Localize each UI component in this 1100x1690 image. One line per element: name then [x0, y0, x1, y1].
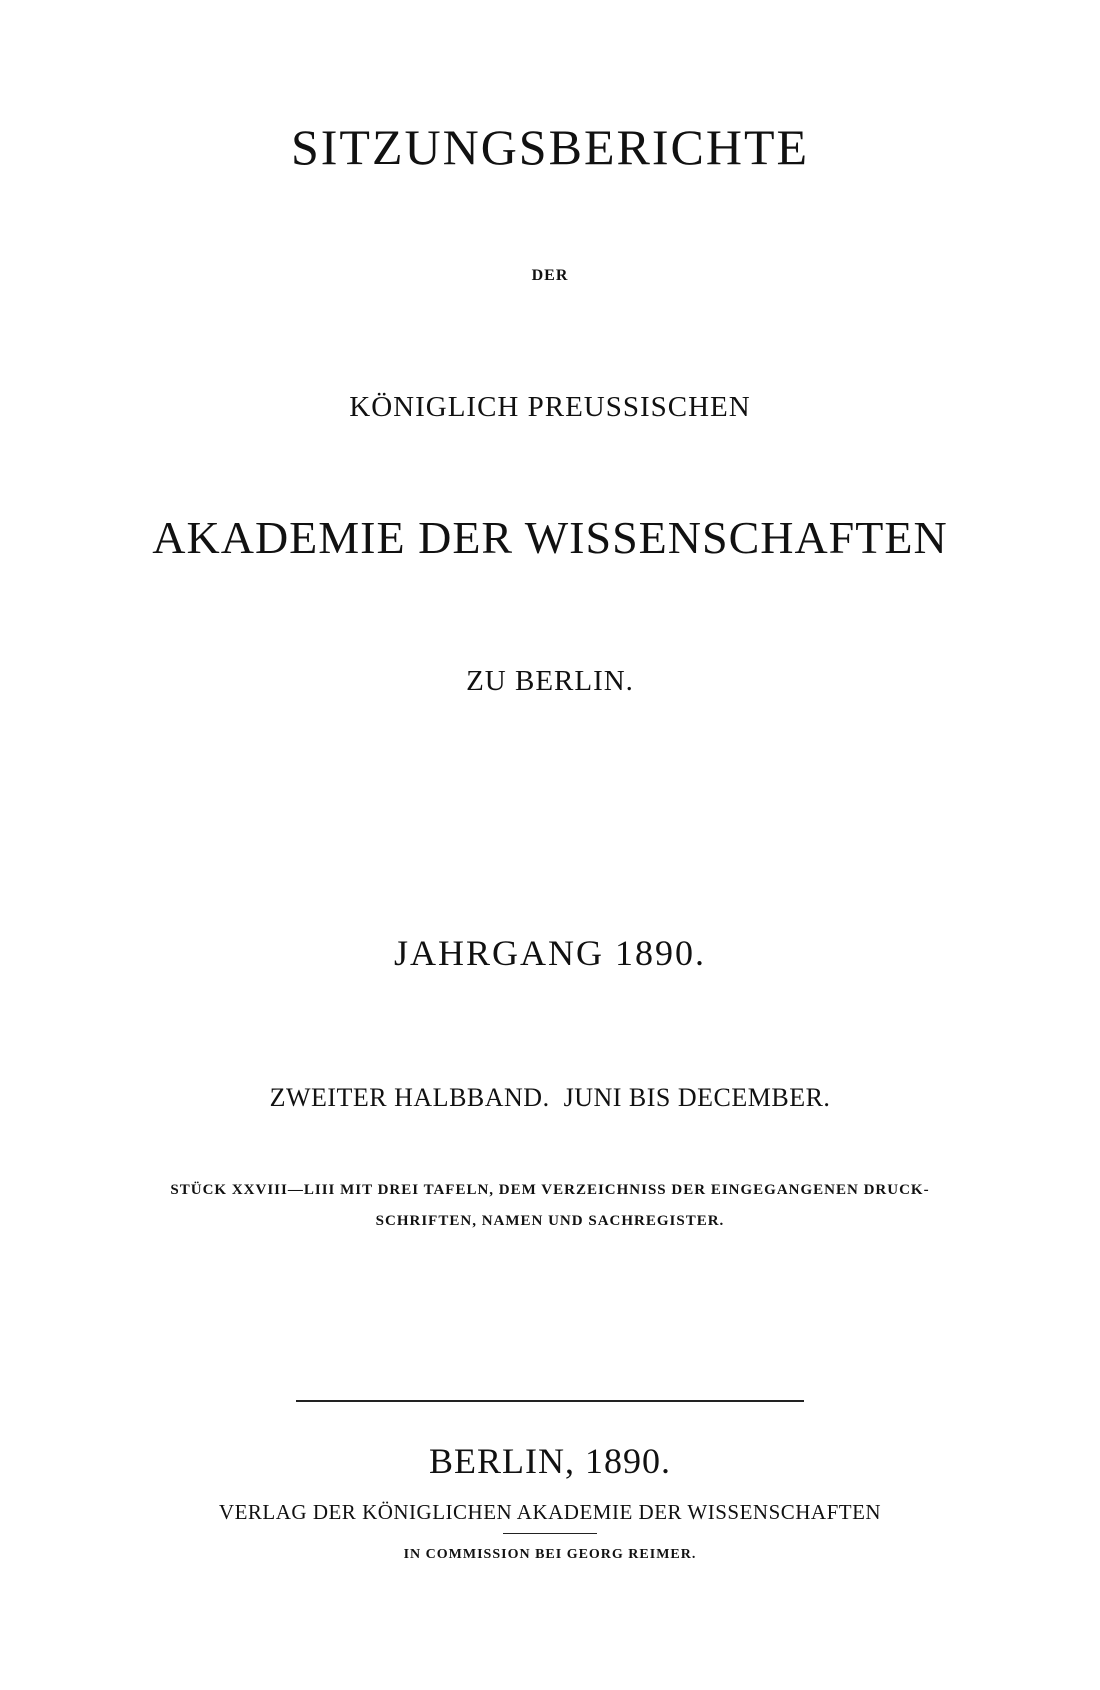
title-article: DER — [531, 267, 569, 284]
page-title: SITZUNGSBERICHTE — [290, 119, 810, 175]
institution-qualifier: KÖNIGLICH PREUSSISCHEN — [349, 391, 751, 423]
contents-description-line-2: SCHRIFTEN, NAMEN UND SACHREGISTER. — [375, 1213, 725, 1229]
short-separator-rule — [503, 1533, 597, 1534]
institution-name: AKADEMIE DER WISSENSCHAFTEN — [152, 512, 948, 563]
contents-description-line-1: STÜCK XXVIII—LIII MIT DREI TAFELN, DEM VERZEICHNISS DER EINGEGANGENEN DRUCK- — [170, 1182, 930, 1198]
institution-location: ZU BERLIN. — [466, 665, 634, 697]
publisher-line: VERLAG DER KÖNIGLICHEN AKADEMIE DER WISSENSCHAFTEN — [218, 1500, 882, 1524]
imprint-place-year: BERLIN, 1890. — [429, 1441, 671, 1481]
volume-year: JAHRGANG 1890. — [393, 933, 706, 973]
separator-rule — [296, 1400, 804, 1402]
commission-line: IN COMMISSION BEI GEORG REIMER. — [403, 1547, 697, 1562]
half-volume-range: ZWEITER HALBBAND. JUNI BIS DECEMBER. — [269, 1083, 831, 1112]
